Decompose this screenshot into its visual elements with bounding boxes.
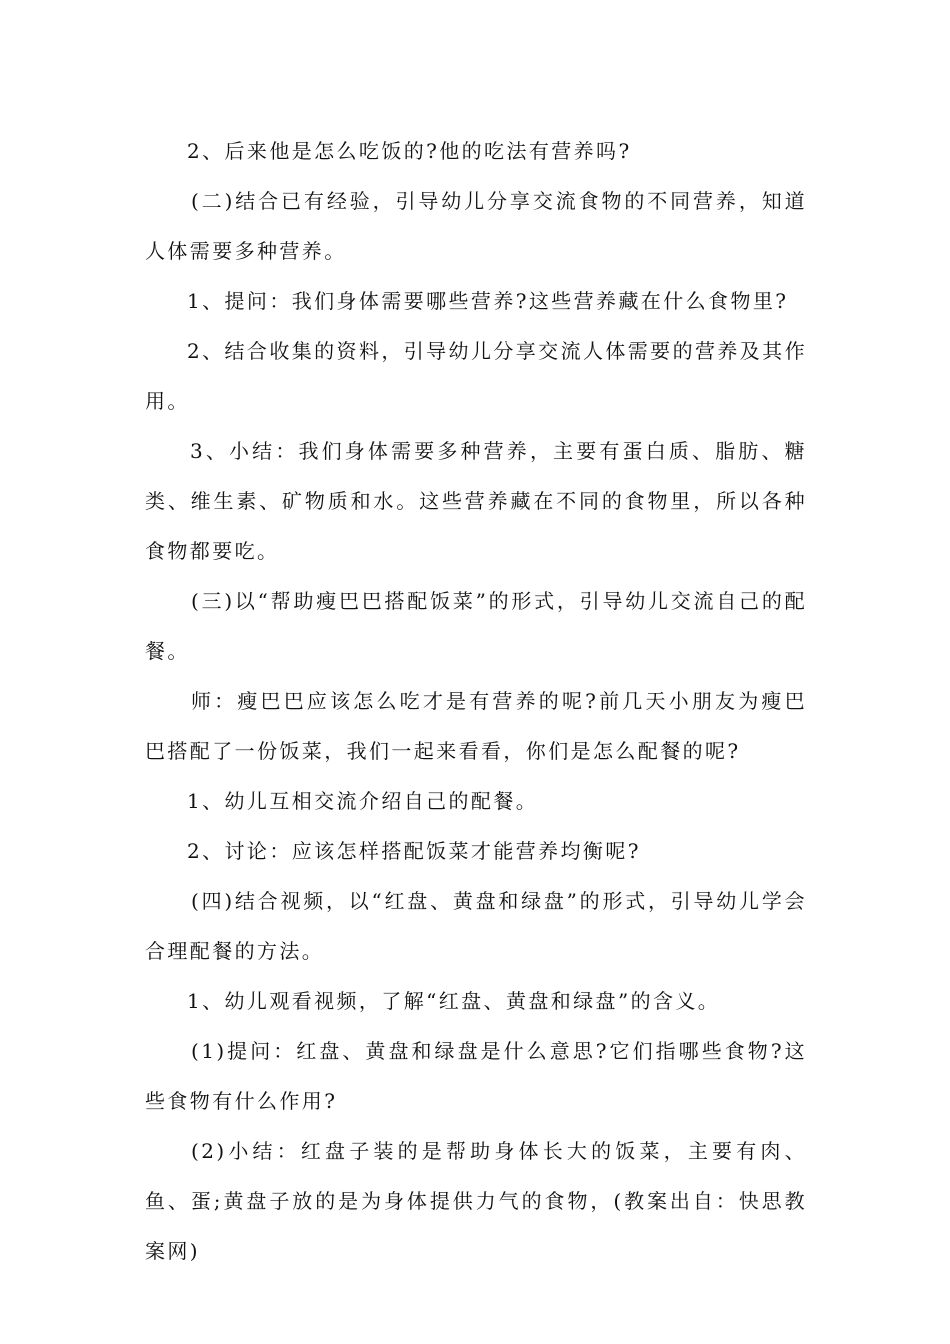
paragraph-13: (2)小结：红盘子装的是帮助身体长大的饭菜，主要有肉、鱼、蛋;黄盘子放的是为身体提供力气的食物，(教案出自：快思教案网) — [145, 1139, 807, 1263]
paragraph-8: 1、幼儿互相交流介绍自己的配餐。 — [187, 789, 539, 813]
paragraph-4: 2、结合收集的资料，引导幼儿分享交流人体需要的营养及其作用。 — [145, 339, 807, 413]
paragraph-3: 1、提问：我们身体需要哪些营养?这些营养藏在什么食物里? — [187, 289, 789, 313]
paragraph-5: 3、小结：我们身体需要多种营养，主要有蛋白质、脂肪、糖类、维生素、矿物质和水。这些营养藏在不同的食物里，所以各种食物都要吃。 — [145, 439, 807, 563]
paragraph-9: 2、讨论：应该怎样搭配饭菜才能营养均衡呢? — [187, 839, 641, 863]
paragraph-6: (三)以“帮助瘦巴巴搭配饭菜”的形式，引导幼儿交流自己的配餐。 — [145, 589, 807, 663]
paragraph-7: 师：瘦巴巴应该怎么吃才是有营养的呢?前几天小朋友为瘦巴巴搭配了一份饭菜，我们一起来看看，你们是怎么配餐的呢? — [145, 689, 807, 763]
paragraph-1: 2、后来他是怎么吃饭的?他的吃法有营养吗? — [187, 139, 632, 163]
paragraph-12: (1)提问：红盘、黄盘和绿盘是什么意思?它们指哪些食物?这些食物有什么作用? — [145, 1039, 807, 1113]
paragraph-10: (四)结合视频，以“红盘、黄盘和绿盘”的形式，引导幼儿学会合理配餐的方法。 — [145, 889, 807, 963]
paragraph-11: 1、幼儿观看视频，了解“红盘、黄盘和绿盘”的含义。 — [187, 989, 721, 1013]
paragraph-2: (二)结合已有经验，引导幼儿分享交流食物的不同营养，知道人体需要多种营养。 — [145, 189, 807, 263]
